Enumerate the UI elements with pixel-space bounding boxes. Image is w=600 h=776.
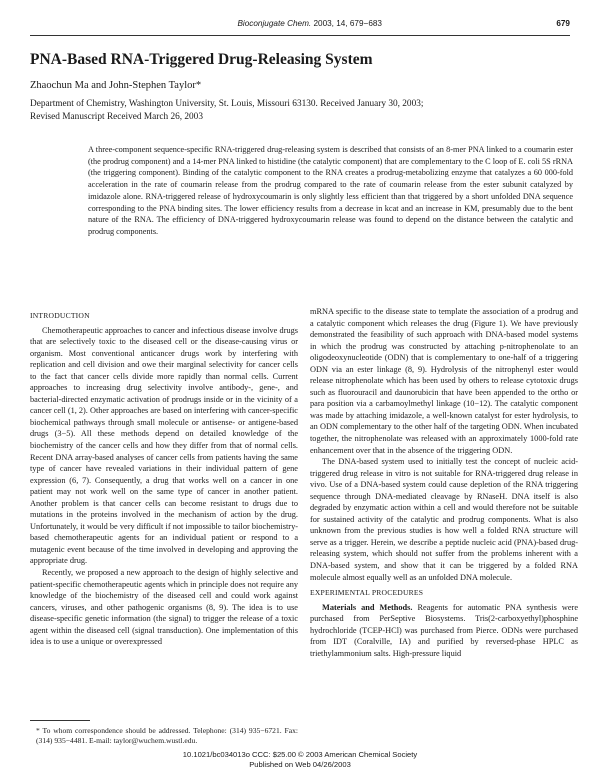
paragraph: Recently, we proposed a new approach to the design of highly selective and patient-specific chemotherapeutic agents which in principle does not require any knowledge of the biochemistry of the diseased cell and could work against cancers, viruses, and other pathogenic organisms (8, 9). The idea is to use disease-specific genetic information (the signal) to trigger the release of a toxic agent within the diseased cell (signal transduction). One implementation of this idea is to use a unique or overexpressed [30, 568, 298, 647]
left-column [30, 306, 298, 648]
footnote-text: * To whom correspondence should be addressed. Telephone: (314) 935−6721. Fax: (314) 935−4481. E-mail: taylor@wuchem.wustl.edu. [36, 726, 298, 745]
section-heading-experimental: EXPERIMENTAL PROCEDURES [310, 588, 424, 598]
affiliation [30, 98, 570, 123]
doi-copyright: 10.1021/bc034013o CCC: $25.00 © 2003 American Chemical Society [182, 750, 418, 759]
section-heading-introduction: INTRODUCTION [30, 311, 90, 320]
publication-date: Published on Web 04/26/2003 [249, 760, 351, 769]
paragraph-text: Reagents for automatic PNA synthesis were purchased from PerSeptive Biosystems. Tris(2-carboxyethyl)phosphine hydrochloride (TCEP-HCl) was purchased from Pierce. ODNs were purchased from IDT (Coralville, IA) and purified by reversed-phase HPLC as triethylammonium salts. High-pressure liquid [310, 602, 578, 658]
affiliation-line-2: Revised Manuscript Received March 26, 2003 [30, 111, 203, 122]
running-head [0, 19, 600, 31]
author-line: Zhaochun Ma and John-Stephen Taylor* [30, 80, 202, 91]
journal-name: Bioconjugate Chem. [237, 19, 312, 28]
footnote-rule [30, 720, 90, 721]
article-title: PNA-Based RNA-Triggered Drug-Releasing System [30, 51, 373, 68]
affiliation-line-1: Department of Chemistry, Washington University, St. Louis, Missouri 63130. Received January 30, 2003; [30, 99, 424, 109]
volume-pages: 2003, 14, 679−683 [311, 19, 382, 28]
abstract: A three-component sequence-specific RNA-triggered drug-releasing system is described that consists of an 8-mer PNA linked to a coumarin ester (the prodrug component) and a 14-mer PNA linked to histidine (the catalytic component) that are complementary to the C loop of E. coli 5S rRNA (the triggering component). Binding of the catalytic component to the RNA creates a prodrug-metabolizing enzyme that catalyzes a 60 000-fold acceleration in the rate of coumarin release from the prodrug compared to the rate of coumarin release from the ester subunit catalyzed by imidazole alone. RNA-triggered release of hydroxycoumarin is only slightly less efficient than that triggered by a short unfolded DNA sequence corresponding to the PNA binding sites. The lower efficiency results from a decrease in kcat and an increase in KM, presumably due to the bent nature of the RNA. The efficiency of DNA-triggered hydroxycoumarin release was found to depend on the distance between the catalytic and prodrug components. [88, 145, 573, 236]
paragraph [310, 602, 578, 660]
header-rule [30, 35, 570, 36]
bottom-matter [0, 750, 600, 770]
right-column [310, 306, 578, 659]
run-in-heading: Materials and Methods. [322, 602, 413, 612]
paragraph: Chemotherapeutic approaches to cancer and infectious disease involve drugs that are selectively toxic to the diseased cell or the disease-causing virus or organism. Most conventional anticancer drugs work by interfering with replication and cell division and owe their marginal selectivity for cancer cells to the fact that cancer cells divide more rapidly than normal cells. Current approaches to increasing drug selectivity involve antibody-, gene-, and bacterial-directed enzymatic activation of prodrugs inside or in the vicinity of a cancer cell (1, 2). Other approaches are based on interfering with cancer-specific biochemical pathways through small molecule or antisense- or antigene-based drugs (3−5). All these methods depend on detailed knowledge of the biochemistry of the cancer cells and how they differ from that of normal cells. Recent DNA array-based analyses of cancer cells from patients having the same type of cancer have revealed variations in their individual pattern of gene expression (6, 7). Consequently, a drug that works well on a cancer in one patient may not work well on the same type of cancer in another patient. Another problem is that cancer cells can become resistant to drugs due to mutations in the proteins involved in the mechanism of action by the drug. Unfortunately, it would be very difficult if not impossible to tailor biochemistry-based chemotherapeutic agents for an individual patient or respond to a mutagenic event because of the time involved in developing and approving the appropriate drug. [30, 325, 298, 566]
paragraph: mRNA specific to the disease state to template the association of a prodrug and a catalytic component which releases the drug (Figure 1). We have previously demonstrated the feasibility of such approach with DNA-based model systems in which the prodrug was constructed by attaching p-nitrophenolate to an oligodeoxynucleotide (ODN) that is complementary to one-half of a triggering ODN via an ester linkage (8, 9). Hydrolysis of the nitrophenyl ester would release nitrophenolate which has been used by others to release cytotoxic drugs such as fluorouracil and daunorubicin that have been appended to the ortho or para position via a carbamoylmethyl linkage (10−12). The catalytic component was made by attaching imidazole, a well-known catalyst for ester hydrolysis, to an ODN complementary to the other half of the targeting ODN. When incubated together, the nitrophenolate was released with an approximately 1000-fold rate enhancement over that in the absence of the triggering ODN. [310, 307, 578, 455]
paragraph: The DNA-based system used to initially test the concept of nucleic acid-triggered drug release in vitro is not suitable for RNA-triggered drug release in vivo. Use of a DNA-based system could cause depletion of the RNA triggering sequence through DNA-mediated cleavage by RNaseH. DNA itself is also degraded by enzymatic action within a cell and would therefore not be suitable for sustained activity of the catalytic and prodrug components. What is also unknown from the previous studies is how well a folded RNA structure will serve as a trigger. Herein, we describe a peptide nucleic acid (PNA)-based drug-releasing system, which should not suffer from the problems inherent with a DNA-based system, and show that it can be triggered by a folded RNA molecule almost equally well as an unfolded DNA molecule. [310, 457, 578, 582]
correspondence-footnote [30, 726, 298, 746]
page-number: 679 [556, 19, 570, 28]
running-head-citation [237, 19, 382, 28]
